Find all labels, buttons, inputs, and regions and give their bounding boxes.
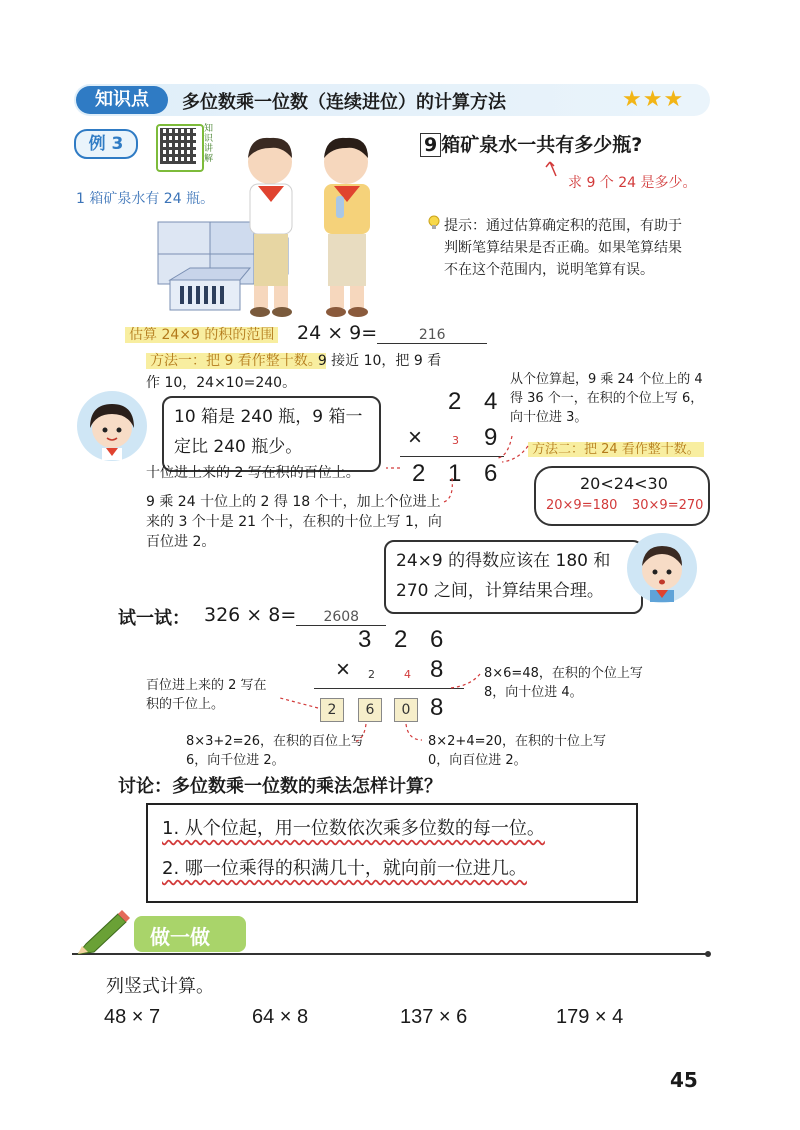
v2-carry-b: 4 bbox=[404, 668, 411, 681]
equation-text: 24 × 9= bbox=[297, 322, 378, 344]
page-number: 45 bbox=[670, 1068, 698, 1092]
method1-detail: 9 接近 10，把 9 看作 10，24×10=240。 bbox=[146, 353, 442, 391]
method1-label: 方法一：把 9 看作整十数。 bbox=[146, 353, 326, 369]
estimate-label-text: 估算 24×9 的积的范围 bbox=[125, 327, 278, 343]
v2-top-digit-3: 6 bbox=[430, 626, 444, 653]
practice-item-2: 64 × 8 bbox=[252, 1006, 309, 1028]
equation-main bbox=[297, 322, 487, 344]
v2-result-box-1[interactable]: 2 bbox=[320, 698, 344, 722]
method2-label-text: 方法二：把 24 看作整十数。 bbox=[528, 442, 704, 457]
v2-multiplier: 8 bbox=[430, 656, 444, 683]
boy-left-figure bbox=[248, 138, 292, 317]
method1-text bbox=[146, 350, 446, 394]
practice-item-3: 137 × 6 bbox=[400, 1006, 468, 1028]
qr-label: 知识讲解 bbox=[204, 124, 214, 164]
v2-result-box-3[interactable]: 0 bbox=[394, 698, 418, 722]
section-title: 多位数乘一位数（连续进位）的计算方法 bbox=[182, 92, 506, 113]
v2-operator: × bbox=[336, 656, 351, 683]
arrow-up-icon bbox=[542, 158, 562, 178]
question-number-box: 9 bbox=[420, 133, 441, 157]
example-tag: 例 3 bbox=[74, 129, 138, 159]
range-main: 20<24<30 bbox=[580, 474, 668, 493]
boy-avatar bbox=[626, 532, 698, 604]
try-note-left: 百位进上来的 2 写在积的千位上。 bbox=[146, 678, 267, 712]
tens-note: 9 乘 24 十位上的 2 得 18 个十，加上个位进上来的 3 个十是 21 个十，在积的十位上写 1，向百位进 2。 bbox=[146, 494, 442, 550]
practice-title: 做一做 bbox=[150, 925, 210, 949]
try-label: 试一试： bbox=[118, 608, 190, 629]
method2-label bbox=[528, 438, 704, 457]
v1-carry: 3 bbox=[452, 434, 459, 447]
v1-top-digit-1: 2 bbox=[448, 388, 462, 415]
v1-result-digit-1: 2 bbox=[412, 460, 426, 487]
try-equation-text: 326 × 8= bbox=[204, 604, 297, 626]
v2-top-digit-2: 2 bbox=[394, 626, 408, 653]
boy-right-figure bbox=[324, 138, 370, 317]
v1-multiplier: 9 bbox=[484, 424, 498, 451]
try-note-right: 8×6=48，在积的个位上写 8，向十位进 4。 bbox=[484, 666, 643, 700]
speech-bubble-boy: 24×9 的得数应该在 180 和 270 之间，计算结果合理。 bbox=[384, 540, 643, 614]
v1-top-digit-2: 4 bbox=[484, 388, 498, 415]
speech-bubble-girl: 10 箱是 240 瓶，9 箱一定比 240 瓶少。 bbox=[162, 396, 381, 472]
annotation-arrows bbox=[380, 400, 530, 520]
bulb-icon bbox=[426, 214, 442, 230]
rule-1: 1. 从个位起，用一位数依次乘多位数的每一位。 bbox=[162, 818, 545, 839]
knowledge-point-tag: 知识点 bbox=[76, 86, 168, 114]
practice-item-1: 48 × 7 bbox=[104, 1006, 161, 1028]
girl-avatar bbox=[76, 390, 148, 462]
v1-operator: × bbox=[408, 424, 423, 451]
discussion-question: 讨论：多位数乘一位数的乘法怎样计算？ bbox=[118, 776, 442, 797]
question bbox=[420, 130, 642, 157]
v2-result-digit-4: 8 bbox=[430, 694, 444, 721]
range-low: 20×9=180 bbox=[546, 498, 618, 513]
difficulty-stars: ★★★ bbox=[622, 87, 685, 112]
hundreds-note: 十位进上来的 2 写在积的百位上。 bbox=[146, 465, 360, 481]
try-equation bbox=[204, 604, 386, 626]
pencil-icon bbox=[78, 910, 130, 954]
v1-result-digit-3: 6 bbox=[484, 460, 498, 487]
box-note: 1 箱矿泉水有 24 瓶。 bbox=[76, 191, 215, 207]
estimate-label bbox=[125, 324, 278, 344]
practice-item-4: 179 × 4 bbox=[556, 1006, 624, 1028]
boxes-and-boys-illustration bbox=[150, 130, 410, 320]
question-text: 箱矿泉水一共有多少瓶? bbox=[441, 134, 643, 156]
v1-result-digit-2: 1 bbox=[448, 460, 462, 487]
v2-top-digit-1: 3 bbox=[358, 626, 372, 653]
v2-result-box-2[interactable]: 6 bbox=[358, 698, 382, 722]
practice-instruction: 列竖式计算。 bbox=[106, 976, 214, 997]
try-arrows bbox=[270, 660, 500, 760]
try-note-mid: 8×3+2=26，在积的百位上写 6，向千位进 2。 bbox=[186, 734, 365, 768]
range-high: 30×9=270 bbox=[632, 498, 704, 513]
try-answer: 2608 bbox=[296, 609, 386, 626]
v2-carry-a: 2 bbox=[368, 668, 375, 681]
equation-answer: 216 bbox=[377, 327, 487, 344]
question-note: 求 9 个 24 是多少。 bbox=[568, 175, 697, 191]
try-note-tens: 8×2+4=20，在积的十位上写 0，向百位进 2。 bbox=[428, 734, 607, 768]
hint-text: 提示：通过估算确定积的范围，有助于判断笔算结果是否正确。如果笔算结果不在这个范围内，说明笔算有误。 bbox=[444, 218, 682, 278]
rule-2: 2. 哪一位乘得的积满几十，就向前一位进几。 bbox=[162, 858, 527, 879]
ones-note: 从个位算起，9 乘 24 个位上的 4 得 36 个一，在积的个位上写 6，向十位进 3。 bbox=[510, 372, 704, 425]
